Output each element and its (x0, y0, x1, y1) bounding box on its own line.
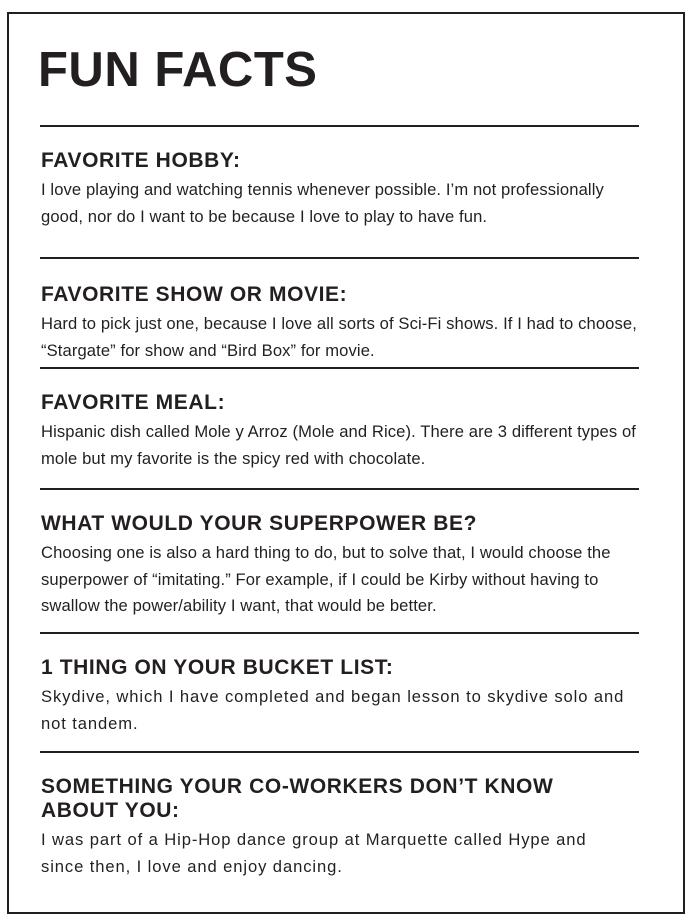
section-body: I love playing and watching tennis whenever possible. I’m not professionally good, nor do I want to be because I love to play to have fun. (41, 180, 604, 226)
section-heading: SOMETHING YOUR CO-WORKERS DON’T KNOW ABOUT YOU: (41, 775, 554, 822)
section-favorite-show (41, 283, 641, 364)
divider (40, 488, 639, 490)
section-favorite-meal (41, 391, 641, 472)
section-heading: FAVORITE SHOW OR MOVIE: (41, 283, 348, 306)
divider (40, 257, 639, 259)
section-heading: FAVORITE MEAL: (41, 391, 226, 414)
section-heading: FAVORITE HOBBY: (41, 149, 241, 172)
divider (40, 125, 639, 127)
divider (40, 751, 639, 753)
section-heading: WHAT WOULD YOUR SUPERPOWER BE? (41, 512, 478, 535)
section-superpower (41, 512, 641, 620)
section-body: Skydive, which I have completed and began lesson to skydive solo and not tandem. (41, 687, 625, 733)
section-heading: 1 THING ON YOUR BUCKET LIST: (41, 656, 394, 679)
section-body: Choosing one is also a hard thing to do, but to solve that, I would choose the superpower of “imitating.” For example, if I could be Kirby without having to swallow the power/ability I want, that would be better. (41, 543, 611, 615)
section-bucket-list (41, 656, 641, 737)
section-body: I was part of a Hip-Hop dance group at Marquette called Hype and since then, I love and enjoy dancing. (41, 830, 587, 876)
page-title: FUN FACTS (38, 43, 318, 97)
section-favorite-hobby (41, 149, 641, 230)
divider (40, 367, 639, 369)
divider (40, 632, 639, 634)
section-body: Hard to pick just one, because I love all sorts of Sci-Fi shows. If I had to choose, “Stargate” for show and “Bird Box” for movie. (41, 314, 637, 360)
section-coworkers-dont-know (41, 775, 601, 880)
section-body: Hispanic dish called Mole y Arroz (Mole and Rice). There are 3 different types of mole but my favorite is the spicy red with chocolate. (41, 422, 636, 468)
